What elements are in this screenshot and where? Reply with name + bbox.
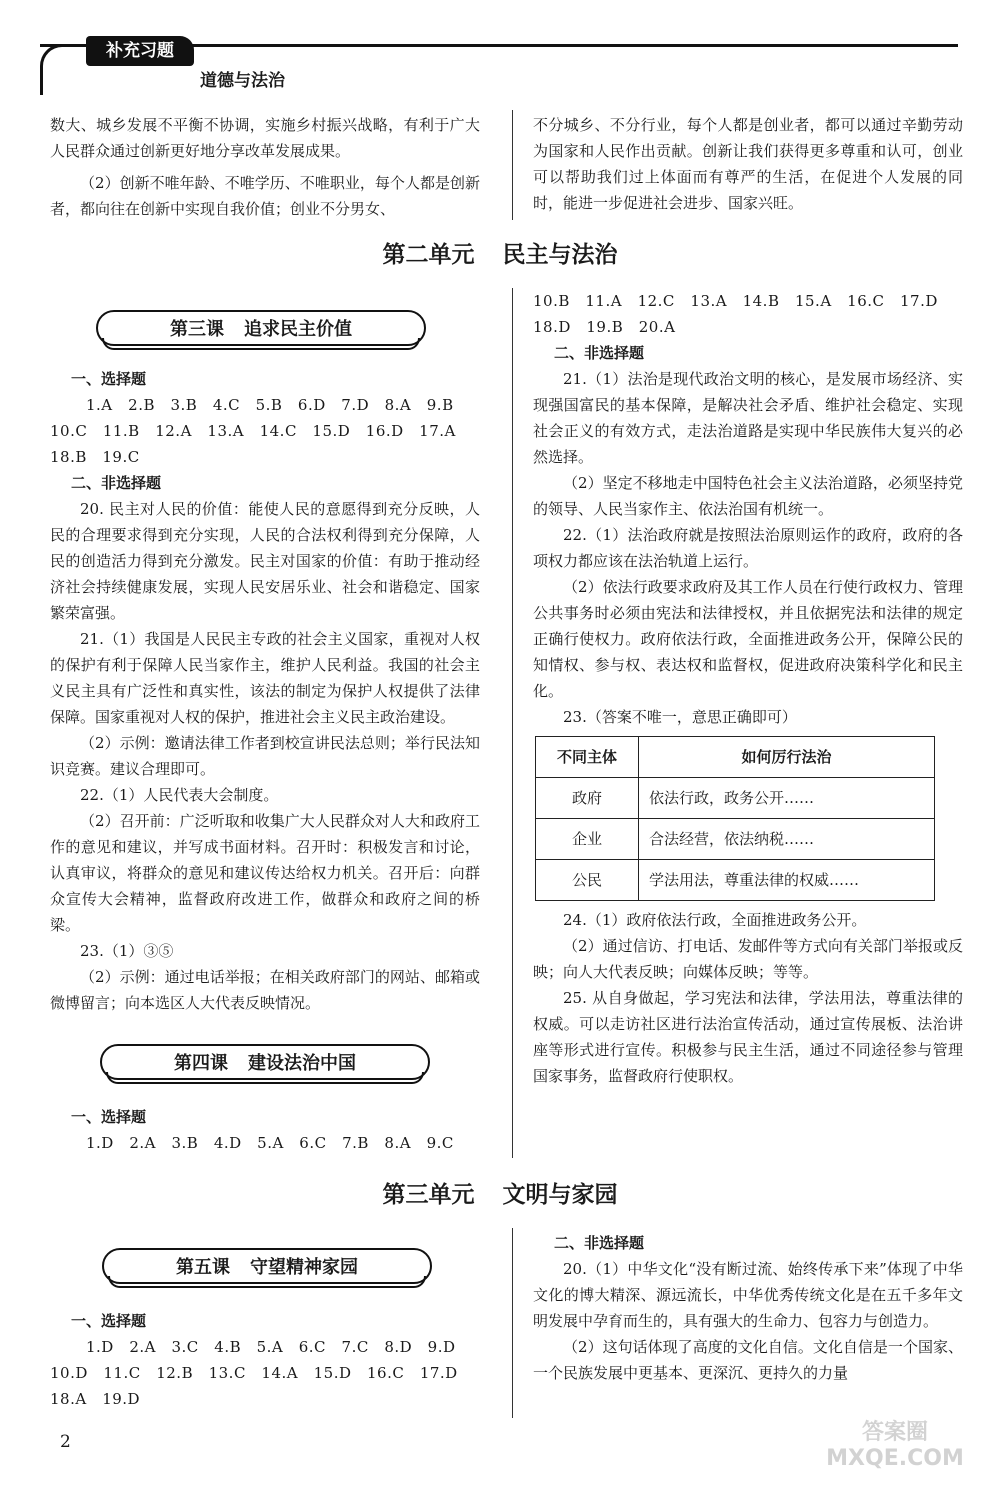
top-right-column [533,112,963,216]
unit-2-heading [0,236,1000,269]
paragraph: 25. 从自身做起，学习宪法和法律，学法用法，尊重法律的权威。可以走访社区进行法治宣传活动，通过宣传展板、法治讲座等形式进行宣传。积极参与民主生活，通过不同途径参与管理国家事务，监督政府行使职权。 [533,989,963,1085]
paragraph: （2）示例：通过电话举报；在相关政府部门的网站、邮箱或微博留言；向本选区人大代表反映情况。 [50,968,480,1012]
section-heading: 二、非选择题 [71,474,162,492]
table-row [536,778,935,819]
section-heading: 一、选择题 [71,1312,147,1330]
paragraph: （2）创新不唯年龄、不唯学历、不唯职业，每个人都是创新者，都向往在创新中实现自我价值；创业不分男女、 [50,174,480,218]
section-heading: 二、非选择题 [554,1234,645,1252]
header-tag: 补充习题 [86,36,194,66]
table-cell: 依法行政，政务公开…… [639,778,935,819]
paragraph: 23.（1）③⑤ [80,942,174,960]
section-heading: 二、非选择题 [554,344,645,362]
unit-name: 文明与家园 [502,1182,618,1208]
answer-row: 18.B 19.C [50,448,140,466]
paragraph: 22.（1）人民代表大会制度。 [80,786,279,804]
rule-of-law-table [535,736,935,901]
paragraph: （2）示例：邀请法律工作者到校宣讲民法总则；举行民法知识竞赛。建议合理即可。 [50,734,480,778]
table-cell: 合法经营，依法纳税…… [639,819,935,860]
lesson-title: 第三课 [170,319,224,340]
unit-name: 民主与法治 [502,242,618,268]
answer-row: 1.D 2.A 3.B 4.D 5.A 6.C 7.B 8.A 9.C [86,1134,454,1152]
lesson-4-banner [100,1044,430,1080]
column-divider [512,288,513,1158]
paragraph: （2）这句话体现了高度的文化自信。文化自信是一个国家、一个民族发展中更基本、更深沉、更持久的力量 [533,1338,963,1382]
table-cell: 学法用法，尊重法律的权威…… [639,860,935,901]
paragraph: （2）坚定不移地走中国特色社会主义法治道路，必须坚持党的领导、人民当家作主、依法治国有机统一。 [533,474,963,518]
watermark: 答案圈 MXQE.COM [826,1420,964,1471]
banner-shadow [102,338,420,350]
paragraph: （2）通过信访、打电话、发邮件等方式向有关部门举报或反映；向人大代表反映；向媒体反映；等等。 [533,937,963,981]
answer-row: 10.B 11.A 12.C 13.A 14.B 15.A 16.C 17.D [533,292,938,310]
paragraph: 数大、城乡发展不平衡不协调，实施乡村振兴战略，有利于广大人民群众通过创新更好地分享改革发展成果。 [50,116,480,160]
lesson-4-content [50,1104,480,1156]
answer-row: 18.A 19.D [50,1390,141,1408]
section-heading: 一、选择题 [71,1108,147,1126]
answer-row: 10.D 11.C 12.B 13.C 14.A 15.D 16.C 17.D [50,1364,458,1382]
section-heading: 一、选择题 [71,370,147,388]
lesson-4-right-content [533,288,963,1089]
unit-title: 第二单元 [382,242,475,268]
table-cell: 政府 [536,778,639,819]
paragraph: （2）召开前：广泛听取和收集广大人民群众对人大和政府工作的意见和建议，并写成书面材料。召开时：积极发言和讨论，认真审议，将群众的意见和建议传达给权力机关。召开后：向群众宣传大会精神，监督政府改进工作，做群众和政府之间的桥梁。 [50,812,480,934]
page-number: 2 [60,1432,71,1452]
column-divider [512,110,513,220]
header-corner [40,44,65,95]
answer-row: 1.A 2.B 3.B 4.C 5.B 6.D 7.D 8.A 9.B [86,396,454,414]
top-left-column [50,112,480,222]
lesson-3-banner [96,310,426,346]
table-row [536,819,935,860]
table-header-cell: 不同主体 [536,737,639,778]
lesson-3-content [50,366,480,1016]
unit-title: 第三单元 [382,1182,475,1208]
lesson-name: 守望精神家园 [250,1257,358,1278]
paragraph: 20. 民主对人民的价值：能使人民的意愿得到充分反映，人民的合理要求得到充分实现，人民的合法权利得到充分保障，人民的创造活力得到充分激发。民主对国家的价值：有助于推动经济社会持续健康发展，实现人民安居乐业、社会和谐稳定、国家繁荣富强。 [50,500,480,622]
paragraph: 20.（1）中华文化“没有断过流、始终传承下来”体现了中华文化的博大精深、源远流长，中华优秀传统文化是在五千多年文明发展中孕育而生的，具有强大的生命力、包容力与创造力。 [533,1260,963,1330]
paragraph: 21.（1）我国是人民民主专政的社会主义国家，重视对人权的保护有利于保障人民当家作主，维护人民利益。我国的社会主义民主具有广泛性和真实性，该法的制定为保护人权提供了法律保障。国家重视对人权的保护，推进社会主义民主政治建设。 [50,630,480,726]
banner-shadow [108,1276,426,1288]
header-subject: 道德与法治 [200,71,285,91]
table-cell: 公民 [536,860,639,901]
paragraph: 24.（1）政府依法行政，全面推进政务公开。 [563,911,867,929]
unit-3-heading [0,1176,1000,1209]
paragraph: 23.（答案不唯一，意思正确即可） [563,708,797,726]
column-divider [512,1228,513,1418]
table-header-row [536,737,935,778]
lesson-title: 第四课 [174,1053,228,1074]
paragraph: 21.（1）法治是现代政治文明的核心，是发展市场经济、实现强国富民的基本保障，是解决社会矛盾、维护社会稳定、实现社会正义的有效方式，走法治道路是实现中华民族伟大复兴的必然选择。 [533,370,963,466]
table-row [536,860,935,901]
answer-row: 1.D 2.A 3.C 4.B 5.A 6.C 7.C 8.D 9.D [86,1338,456,1356]
lesson-5-content [50,1308,480,1412]
table-cell: 企业 [536,819,639,860]
paragraph: 不分城乡、不分行业，每个人都是创业者，都可以通过辛勤劳动为国家和人民作出贡献。创新让我们获得更多尊重和认可，创业可以帮助我们过上体面而有尊严的生活，在促进个人发展的同时，能进一步促进社会进步、国家兴旺。 [533,116,963,212]
lesson-title: 第五课 [176,1257,230,1278]
banner-shadow [106,1072,424,1084]
lesson-name: 建设法治中国 [248,1053,356,1074]
answer-row: 10.C 11.B 12.A 13.A 14.C 15.D 16.D 17.A [50,422,456,440]
paragraph: 22.（1）法治政府就是按照法治原则运作的政府，政府的各项权力都应该在法治轨道上运行。 [533,526,963,570]
lesson-5-banner [102,1248,432,1284]
paragraph: （2）依法行政要求政府及其工作人员在行使行政权力、管理公共事务时必须由宪法和法律授权，并且依据宪法和法律的规定正确行使权力。政府依法行政，全面推进政务公开，保障公民的知情权、参与权、表达权和监督权，促进政府决策科学化和民主化。 [533,578,963,700]
lesson-5-right-content [533,1230,963,1386]
lesson-name: 追求民主价值 [244,319,352,340]
answer-row: 18.D 19.B 20.A [533,318,676,336]
table-header-cell: 如何厉行法治 [639,737,935,778]
